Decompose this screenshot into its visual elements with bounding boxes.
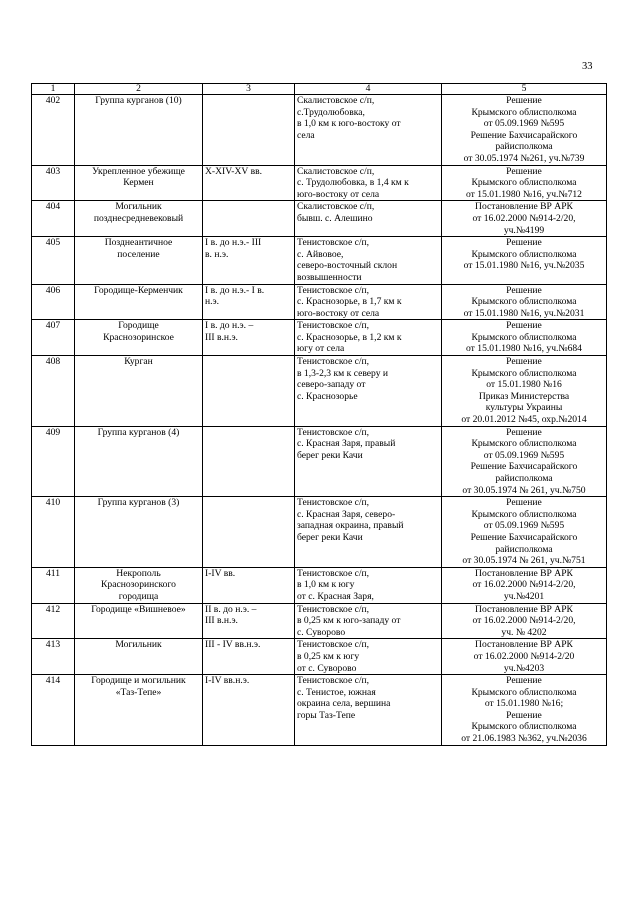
protection-document-cell: Решение Крымского облисполкома от 15.01.1980 №16; Решение Крымского облисполкома от 21.06.1983 №362, уч.№2036: [442, 675, 607, 746]
dating-cell: I в. до н.э. – III в.н.э.: [203, 320, 295, 356]
monument-name-cell: Городище «Вишневое»: [75, 603, 203, 639]
dating-cell: [203, 497, 295, 568]
header-col-5: 5: [442, 84, 607, 95]
location-cell: Скалистовское с/п, с. Трудолюбовка, в 1,4 км к юго-востоку от села: [295, 165, 442, 201]
location-cell: Тенистовское с/п, с. Тенистое, южная окраина села, вершина горы Таз-Тепе: [295, 675, 442, 746]
monument-name-cell: Могильник позднесредневековый: [75, 201, 203, 237]
location-cell: Тенистовское с/п, в 1,3-2,3 км к северу и северо-западу от с. Краснозорье: [295, 356, 442, 427]
monument-name-cell: Группа курганов (3): [75, 497, 203, 568]
location-cell: Тенистовское с/п, в 1,0 км к югу от с. Красная Заря,: [295, 567, 442, 603]
row-number-cell: 414: [32, 675, 75, 746]
monument-name-cell: Группа курганов (10): [75, 95, 203, 166]
header-col-3: 3: [203, 84, 295, 95]
dating-cell: I в. до н.э.- I в. н.э.: [203, 284, 295, 320]
monument-name-cell: Городище Краснозоринское: [75, 320, 203, 356]
monument-name-cell: Позднеантичное поселение: [75, 237, 203, 284]
header-col-2: 2: [75, 84, 203, 95]
location-cell: Тенистовское с/п, с. Красная Заря, северо- западная окраина, правый берег реки Качи: [295, 497, 442, 568]
row-number-cell: 410: [32, 497, 75, 568]
monument-name-cell: Городище и могильник «Таз-Тепе»: [75, 675, 203, 746]
table-row: [32, 95, 607, 166]
table-row: [32, 201, 607, 237]
row-number-cell: 402: [32, 95, 75, 166]
table-row: [32, 497, 607, 568]
location-cell: Скалистовское с/п, с.Трудолюбовка, в 1,0 км к юго-востоку от села: [295, 95, 442, 166]
monument-name-cell: Городище-Керменчик: [75, 284, 203, 320]
row-number-cell: 406: [32, 284, 75, 320]
dating-cell: [203, 201, 295, 237]
location-cell: Тенистовское с/п, с. Краснозорье, в 1,7 км к юго-востоку от села: [295, 284, 442, 320]
monument-name-cell: Могильник: [75, 639, 203, 675]
dating-cell: II в. до н.э. – III в.н.э.: [203, 603, 295, 639]
table-row: [32, 426, 607, 497]
dating-cell: [203, 426, 295, 497]
header-col-1: 1: [32, 84, 75, 95]
protection-document-cell: Решение Крымского облисполкома от 15.01.1980 №16, уч.№684: [442, 320, 607, 356]
protection-document-cell: Постановление ВР АРК от 16.02.2000 №914-2/20 уч.№4203: [442, 639, 607, 675]
dating-cell: I в. до н.э.- III в. н.э.: [203, 237, 295, 284]
monuments-table: [31, 83, 607, 746]
table-row: [32, 284, 607, 320]
monument-name-cell: Группа курганов (4): [75, 426, 203, 497]
location-cell: Тенистовское с/п, в 0,25 км к юго-западу от с. Суворово: [295, 603, 442, 639]
row-number-cell: 412: [32, 603, 75, 639]
table-row: [32, 603, 607, 639]
row-number-cell: 413: [32, 639, 75, 675]
row-number-cell: 403: [32, 165, 75, 201]
monument-name-cell: Некрополь Краснозоринского городища: [75, 567, 203, 603]
protection-document-cell: Решение Крымского облисполкома от 05.09.1969 №595 Решение Бахчисарайского райисполкома от 30.05.1974 № 261, уч.№751: [442, 497, 607, 568]
dating-cell: III - IV вв.н.э.: [203, 639, 295, 675]
table-row: [32, 237, 607, 284]
protection-document-cell: Постановление ВР АРК от 16.02.2000 №914-2/20, уч. № 4202: [442, 603, 607, 639]
header-row: [32, 84, 607, 95]
table-row: [32, 639, 607, 675]
dating-cell: I-IV вв.н.э.: [203, 675, 295, 746]
protection-document-cell: Решение Крымского облисполкома от 15.01.1980 №16, уч.№2035: [442, 237, 607, 284]
dating-cell: I-IV вв.: [203, 567, 295, 603]
protection-document-cell: Решение Крымского облисполкома от 15.01.1980 №16, уч.№712: [442, 165, 607, 201]
row-number-cell: 404: [32, 201, 75, 237]
location-cell: Тенистовское с/п, с. Красная Заря, правый берег реки Качи: [295, 426, 442, 497]
monument-name-cell: Курган: [75, 356, 203, 427]
protection-document-cell: Решение Крымского облисполкома от 15.01.1980 №16 Приказ Министерства культуры Украины от 20.01.2012 №45, охр.№2014: [442, 356, 607, 427]
location-cell: Тенистовское с/п, в 0,25 км к югу от с. Суворово: [295, 639, 442, 675]
dating-cell: [203, 356, 295, 427]
protection-document-cell: Постановление ВР АРК от 16.02.2000 №914-2/20, уч.№4201: [442, 567, 607, 603]
protection-document-cell: Решение Крымского облисполкома от 05.09.1969 №595 Решение Бахчисарайского райисполкома от 30.05.1974 № 261, уч.№750: [442, 426, 607, 497]
location-cell: Тенистовское с/п, с. Айвовое, северо-восточный склон возвышенности: [295, 237, 442, 284]
table-row: [32, 675, 607, 746]
dating-cell: X-XIV-XV вв.: [203, 165, 295, 201]
row-number-cell: 408: [32, 356, 75, 427]
protection-document-cell: Постановление ВР АРК от 16.02.2000 №914-2/20, уч.№4199: [442, 201, 607, 237]
location-cell: Скалистовское с/п, бывш. с. Алешино: [295, 201, 442, 237]
header-col-4: 4: [295, 84, 442, 95]
protection-document-cell: Решение Крымского облисполкома от 05.09.1969 №595 Решение Бахчисарайского райисполкома от 30.05.1974 №261, уч.№739: [442, 95, 607, 166]
row-number-cell: 407: [32, 320, 75, 356]
dating-cell: [203, 95, 295, 166]
table-row: [32, 567, 607, 603]
protection-document-cell: Решение Крымского облисполкома от 15.01.1980 №16, уч.№2031: [442, 284, 607, 320]
row-number-cell: 409: [32, 426, 75, 497]
monument-name-cell: Укрепленное убежище Кермен: [75, 165, 203, 201]
row-number-cell: 405: [32, 237, 75, 284]
table-row: [32, 320, 607, 356]
table-body: [32, 95, 607, 746]
row-number-cell: 411: [32, 567, 75, 603]
table-row: [32, 356, 607, 427]
table-row: [32, 165, 607, 201]
page-number: 33: [582, 61, 593, 72]
location-cell: Тенистовское с/п, с. Краснозорье, в 1,2 км к югу от села: [295, 320, 442, 356]
